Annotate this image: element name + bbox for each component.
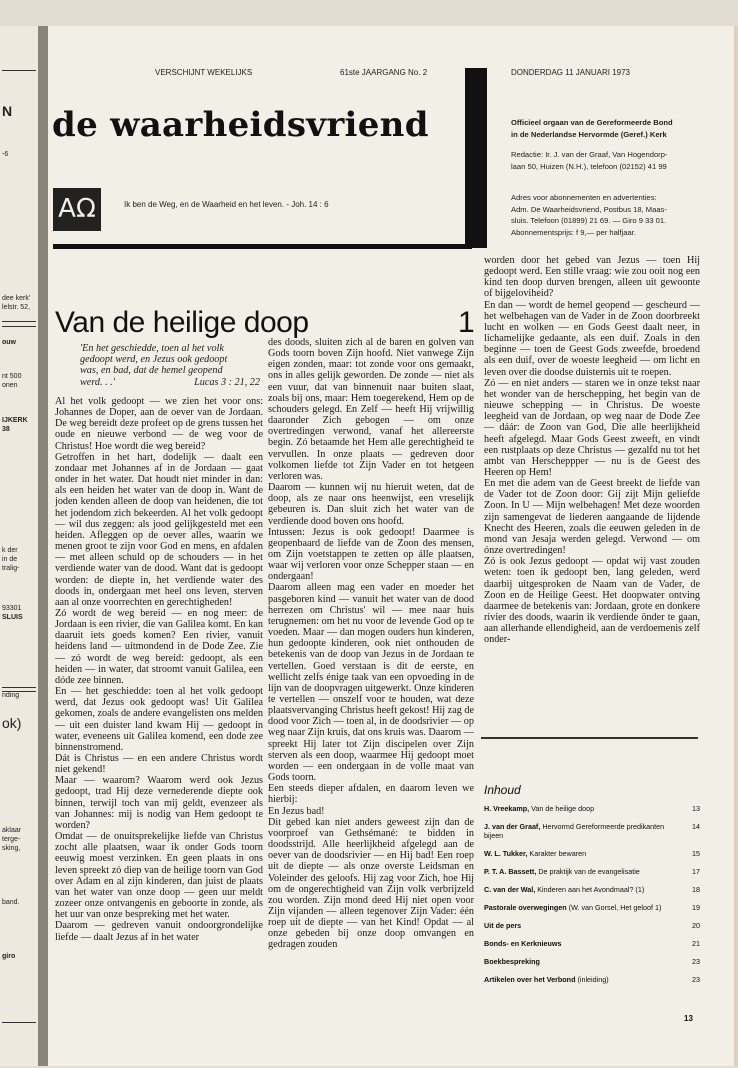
paragraph: Dát is Christus — en een andere Christus wordt niet gekend!	[55, 753, 263, 776]
toc-author: C. van der Wal,	[484, 885, 536, 894]
article-column-3	[484, 255, 700, 727]
adres-info	[511, 192, 667, 238]
toc-rule	[481, 737, 698, 739]
page-number: 13	[684, 1014, 693, 1023]
toc-title: Hervormd Gereformeerde predikanten bijeen	[484, 822, 665, 840]
prev-page-text: ouw	[2, 339, 16, 346]
prev-page-text: nding	[2, 692, 20, 699]
redactie-line: Redactie: Ir. J. van der Graaf, Van Hogendorp-	[511, 150, 668, 159]
prev-page-text: dee kerk'	[2, 295, 31, 302]
adres-line: Abonnementsprijs: f 9,— per halfjaar.	[511, 227, 636, 237]
prev-page-text: ok)	[2, 715, 22, 731]
toc-item[interactable]	[484, 804, 700, 813]
previous-page-edge	[0, 26, 38, 1066]
toc-item[interactable]	[484, 957, 700, 966]
paragraph: Omdat — de onuitsprekelijke liefde van Christus zocht alle plaatsen, waar ik onder Gods toorn eeuwig moest verzinken. En geen plaats in ons leven spreekt zó diep van de heilige toorn van God over Adam en al zijn kinderen, dan juist de plaats van het water van onze doop — geen uur meldt zozeer onze ontvangenis en geboorte in zonde, als het uur van onze bespreking met het water.	[55, 831, 263, 921]
quote-line: was, en bad, dat de hemel geopend	[80, 365, 223, 377]
toc-title: Karakter bewaren	[527, 849, 587, 858]
prev-page-text: giro	[2, 953, 16, 960]
toc-item[interactable]	[484, 939, 700, 948]
toc-author: Pastorale overwegingen	[484, 903, 567, 912]
newspaper-title: de waarheidsvriend	[52, 105, 429, 145]
adres-line: Adm. De Waarheidsvriend, Postbus 18, Maas-	[511, 204, 667, 214]
paragraph: Maar — waarom? Waarom werd ook Jezus gedoopt, trad Hij deze vernederende diepte ook binnen, terwijl toch van mij geldt, evenzeer als van Johannes: mij is nodig van Hem gedoopt te worden?	[55, 775, 263, 831]
toc-title: De praktijk van de evangelisatie	[536, 867, 640, 876]
toc-page: 23	[692, 975, 700, 984]
toc-author: J. van der Graaf,	[484, 822, 541, 831]
quote-line: werd. . .'	[80, 376, 115, 388]
paragraph: Al het volk gedoopt — we zien het voor ons: Johannes de Doper, aan de oever van de Jordaan. De weg bereidt deze profeet op de grens tussen het oude en nieuwe verbond — de weg voor de Christus! Hoe wordt die weg bereid?	[55, 396, 263, 452]
paragraph: En Jezus bad!	[268, 805, 325, 817]
masthead-vertical-bar	[465, 68, 487, 248]
organ-info	[511, 117, 673, 140]
toc-title: Kinderen aan het Avondmaal? (1)	[535, 885, 645, 894]
paragraph: Daarom alleen mag een vader en moeder het pasgeboren kind — vanuit het water van de dood herrezen om Christus' wil — mee naar huis terugnemen: om het nu voor de levende God op te voeden. Maar — dan mogen ouders hun kinderen, hun gedoopte kinderen, ook niet onthouden de betekenis van de doop van Jezus in de Jordaan te vertellen. Goed verstaan is dit de eerste, en wellicht zelfs énige taak van een opvoeding in de lijn van de doopvragen uitgewerkt. Onze kinderen te vertellen — onszelf voor te houden, wat deze plaatsvervanging Christus heeft gekost! Hij zag de dood voor Zich — toen al, in de doodsrivier — op weg naar Zijn kruis, dat ons kruis was. Daarom — spreekt Hij later tot Zijn discipelen over Zijn sterven als een doop, waarmee Hij gedoopt moet worden — een ondergaan in de volle maat van Gods toorn.	[268, 582, 474, 784]
article-title: Van de heilige doop	[55, 306, 309, 339]
prev-page-text: SLUIS	[2, 614, 23, 621]
quote-reference: Lucas 3 : 21, 22	[194, 376, 260, 388]
toc-author: W. L. Tukker,	[484, 849, 528, 858]
alpha-omega-logo: ΑΩ	[53, 188, 101, 231]
prev-page-text: 38	[2, 426, 10, 433]
toc-title: (W. van Gorsel, Het geloof 1)	[566, 903, 662, 912]
prev-page-text: aklaar	[2, 827, 22, 834]
table-of-contents	[484, 804, 700, 993]
prev-page-text: in de	[2, 556, 18, 563]
paragraph: En met die adem van de Geest breekt de liefde van de Vader tot de Zoon door: Gij zijt Mijn geliefde Zoon. In U — Mijn welbehagen! Met deze woorden zijn samengevat de liederen aangaande de lijdende Knecht des Heeren, zoals die eeuwen geleden in de mond van Jesaja werden gelegd. Verwond — om ónze overtredingen!	[484, 478, 700, 557]
prev-page-text: lelstr. 52,	[2, 304, 31, 311]
organ-line: in de Nederlandse Hervormde (Geref.) Kerk	[511, 129, 667, 139]
masthead-volume: 61ste JAARGANG No. 2	[340, 68, 428, 77]
paragraph: Zó wordt de weg bereid — en nog meer: de Jordaan is een rivier, die van Galilea komt. En kan daaruit iets goeds komen? Een rivier, vanuit heidens land — uitmondend in de Dode Zee. Zie — zó wordt de weg bereid: gedoopt, als een heiden — in water, dat stroomt vanuit Galilea, een dóde zee binnen.	[55, 607, 263, 686]
prev-page-text: band.	[2, 899, 20, 906]
paragraph: Een steeds dieper afdalen, en daarom leven we hierbij:	[268, 783, 474, 806]
toc-item[interactable]	[484, 822, 700, 840]
paragraph: des doods, sluiten zich al de baren en golven van Gods toorn boven Zijn hoofd. Niet vanwege Zijn eigen zonden, maar: tot zonde voor ons gemaakt, ons in alles gelijk geworden. De zonde — niet als een vuur, dat van binnenuit naar buiten slaat, zoals bij ons, maar: Hem toegerekend, Hem op de schouders gelegd. En Zelf — heeft Hij vrijwillig daaronder Zich gebogen — om onze overtredingen verwond, vanaf het allereerste begin. Zó betaamde het Hem alle gerechtigheid te vervullen. In onze plaats — gedreven door volkomen liefde tot Zijn Vader en tot hetgeen verloren was.	[268, 337, 474, 482]
toc-author: Uit de pers	[484, 921, 522, 930]
paragraph: worden door het gebed van Jezus — toen Hij gedoopt werd. Een stille vraag: wie zou ooit nog een kind ten doop durven brengen, alleen uit gewoonte of bijgeloviheid?	[484, 255, 700, 300]
prev-page-text: sking,	[2, 845, 21, 852]
organ-line: Officieel orgaan van de Gereformeerde Bond	[511, 118, 673, 127]
paragraph: Daarom — kunnen wij nu hieruit weten, dat de doop, als ze naar ons heenwijst, een vreselijk gebeuren is. Dan sluit zich het water van de verdiende dood boven ons hoofd.	[268, 482, 474, 527]
prev-page-box	[2, 691, 36, 1023]
paragraph: En dan — wordt de hemel geopend — gescheurd — het welbehagen van de Vader in de Zoon doorbreekt lucht en wolken — en Gods Geest daalt neer, in lichamelijke gedaante, als een duif. Zoals in den beginne — toen de Geest Gods zweefde, broedend als een duif, over de woeste leegheid — om licht en leven over die doodse duisternis uit te roepen.	[484, 299, 700, 378]
opening-quote	[80, 343, 260, 388]
toc-page: 21	[692, 939, 700, 948]
prev-page-text: terge-	[2, 836, 21, 843]
toc-item[interactable]	[484, 885, 700, 894]
toc-author: Artikelen over het Verbond	[484, 975, 576, 984]
paragraph: Daarom — gedreven vanuit ondoorgrondelijke liefde — daalt Jezus af in het water	[55, 920, 263, 943]
toc-item[interactable]	[484, 849, 700, 858]
toc-item[interactable]	[484, 867, 700, 876]
quote-line: gedoopt werd, en Jezus ook gedoopt	[80, 354, 228, 366]
toc-page: 23	[692, 957, 700, 966]
masthead-frequency: VERSCHIJNT WEKELIJKS	[155, 68, 253, 77]
masthead-rule	[53, 244, 472, 249]
prev-page-text: onen	[2, 382, 18, 389]
masthead-date: DONDERDAG 11 JANUARI 1973	[511, 68, 630, 77]
paragraph: En — het geschiedde: toen al het volk gedoopt werd, dat Jezus ook gedoopt was! Uit Galilea gekomen, zoals de andere evangelisten ons melden — uit een duister land kwam Hij — gedoopt in water, eveneens uit Galilea komend, een dode zee binnenstromend.	[55, 686, 263, 753]
toc-author: H. Vreekamp,	[484, 804, 530, 813]
page-edge	[734, 26, 738, 1066]
toc-author: P. T. A. Bassett,	[484, 867, 537, 876]
toc-page: 17	[692, 867, 700, 876]
toc-page: 13	[692, 804, 700, 813]
redactie-line: laan 50, Huizen (N.H.), telefoon (02152) 41 99	[511, 161, 667, 171]
quote-line: 'En het geschiedde, toen al het volk	[80, 343, 224, 354]
adres-line: sluis. Telefoon (01899) 21 69. — Giro 9 33 01.	[511, 216, 667, 225]
toc-page: 20	[692, 921, 700, 930]
prev-page-text: IJKERK	[2, 417, 28, 424]
article-column-1	[55, 396, 263, 1052]
toc-page: 19	[692, 903, 700, 912]
paragraph: Zó is ook Jezus gedoopt — opdat wij vast zouden weten: toen ik gedoopt ben, lang geleden, werd daarbij uitgesproken de Naam van de Vader, de Zoon en de Heilige Geest. Het doopwater ontving daarmee de betekenis van: Jordaan, grote en donkere rivier des doods, waarin ik verdiende önder te gaan, aan allerhande ellendigheid, aan de verdoemenis zelf onder-	[484, 556, 700, 646]
paragraph: Getroffen in het hart, dodelijk — daalt een zondaar met Johannes af in de Jordaan — gaat onder in het water. Dat houdt niet minder in dan: als een heiden het water van de doop in. Want de joden kenden alleen de doop van heidenen, die tot het jodendom zich bekeerden. Al het volk gedoopt — wil dus zeggen: als jood gelijkgesteld met een heiden. Afleggen op de oever alles, waarin we menen groot te zijn voor God en mens, en afdalen — met alleen schuld op de schouders — in het verdiende water van de dood. Want dat is gedoopt worden: de diepte in, het verdiende water des doods in, ondergaan met heel ons leven, sterven aan al onze voorrechten en gerechtigheden!	[55, 451, 263, 608]
prev-page-text: 93301	[2, 605, 22, 612]
adres-line: Adres voor abonnementen en advertenties:	[511, 193, 657, 202]
toc-item[interactable]	[484, 921, 700, 930]
motto: Ik ben de Weg, en de Waarheid en het leven. - Joh. 14 : 6	[124, 200, 329, 209]
redactie-info	[511, 149, 667, 172]
prev-page-text: tralig-	[2, 565, 20, 572]
paragraph: Intussen: Jezus is ook gedoopt! Daarmee is geopenbaard de liefde van de Zoon des mensen, om Zijn voetstappen te zetten op álle plaatsen, waar wij verloren voor onze Schepper staan — en ondergaan!	[268, 526, 474, 583]
paragraph: Dit gebed kan niet anders geweest zijn dan de voorproef van Gethsémané: te bidden in doodsstrijd. Alle heerlijkheid afgelegd aan de oever van de doodsrivier — en Hij bad! Een roep uit de diepte — als onze overste Leidsman en Voleinder des geloofs. Hij zag voor Zich, hoe Hij om de ongerechtigheid van Zijn volk verbrijzeld zou worden. Zijn mond deed Hij niet open voor Zijn vijanden — alleen tegenover Zijn Vader: één roep uit de diepte — van het Kind! Opdat — al onze gebeden bij onze doop omvangen en gedragen zouden	[268, 816, 474, 951]
toc-page: 15	[692, 849, 700, 858]
toc-title: (inleiding)	[575, 975, 609, 984]
toc-author: Bonds- en Kerknieuws	[484, 939, 562, 948]
prev-page-text: nt 500	[2, 373, 22, 380]
toc-author: Boekbespreking	[484, 957, 540, 966]
quote-last-line	[80, 377, 260, 388]
toc-page: 14	[692, 822, 700, 831]
toc-title: Van de heilige doop	[529, 804, 595, 813]
toc-item[interactable]	[484, 975, 700, 984]
prev-page-text: N	[2, 103, 13, 119]
toc-heading: Inhoud	[484, 783, 521, 797]
toc-page: 18	[692, 885, 700, 894]
article-number: 1	[458, 306, 475, 339]
prev-page-text: k der	[2, 547, 18, 554]
article-column-2	[268, 337, 474, 1052]
prev-page-text: -6	[2, 151, 9, 158]
paragraph: Zó — en niet anders — staren we in onze tekst naar het wonder van de herschepping, het begin van de nieuwe schepping — in Christus. De woeste leegheid van de Jordaan, op weg naar de Dode Zee — dáár: de Zoon van God, Die alle heerlijkheid heeft afgelegd. Maar Gods Geest zweeft, en vindt een rustplaats op deze Christus — gezalfd nu tot het ambt van Herscheppper — nu is de Geest des Heeren op Hem!	[484, 377, 700, 478]
toc-item[interactable]	[484, 903, 700, 912]
